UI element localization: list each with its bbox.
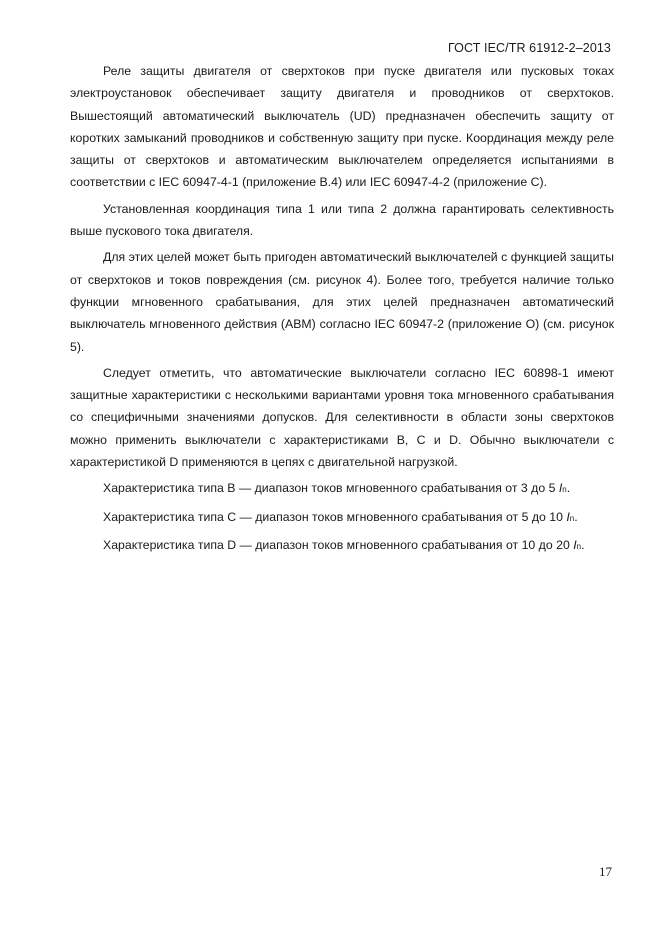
characteristic-type-c: Характеристика типа С — диапазон токов мгновенного срабатывания от 5 до 10 In. [103,509,578,524]
paragraph-motor-protection: Реле защиты двигателя от сверхтоков при пуске двигателя или пусковых токах электроустановок обеспечивает защиту двигателя и проводников от сверхтоков. Вышестоящий автоматический выключатель (UD) предназначен обеспечить защиту от коротких замыканий проводников и собственную защиту при пуске. Координация между реле защиты от сверхтоков и автоматическим выключателем определяется испытаниями в соответствии с IEC 60947-4-1 (приложение В.4) или IEC 60947-4-2 (приложение С). [70,64,614,190]
page-body [70,60,614,562]
page-number: 17 [599,864,612,879]
characteristic-type-b: Характеристика типа В — диапазон токов мгновенного срабатывания от 3 до 5 In. [103,481,571,496]
paragraph-instantaneous: Для этих целей может быть пригоден автоматический выключателей с функцией защиты от сверхтоков и токов повреждения (см. рисунок 4). Более того, требуется наличие только функции мгновенного срабатывания, для этих целей предназначен автоматический выключатель мгновенного действия (АВМ) согласно IEC 60947-2 (приложение О) (см. рисунок 5). [70,250,614,354]
paragraph-coordination: Установленная координация типа 1 или типа 2 должна гарантировать селективность выше пускового тока двигателя. [70,201,614,239]
paragraph-characteristics-note: Следует отметить, что автоматические выключатели согласно IEC 60898-1 имеют защитные характеристики с несколькими вариантами уровня тока мгновенного срабатывания со специфичными значениями допусков. Для селективности в области зоны сверхтоков можно применить выключатели с характеристиками B, C и D. Обычно выключатели с характеристикой D применяются в цепях с двигательной нагрузкой. [70,365,614,470]
document-header: ГОСТ IEC/TR 61912-2–2013 [448,41,611,55]
characteristic-type-d: Характеристика типа D — диапазон токов мгновенного срабатывания от 10 до 20 In. [103,537,585,552]
